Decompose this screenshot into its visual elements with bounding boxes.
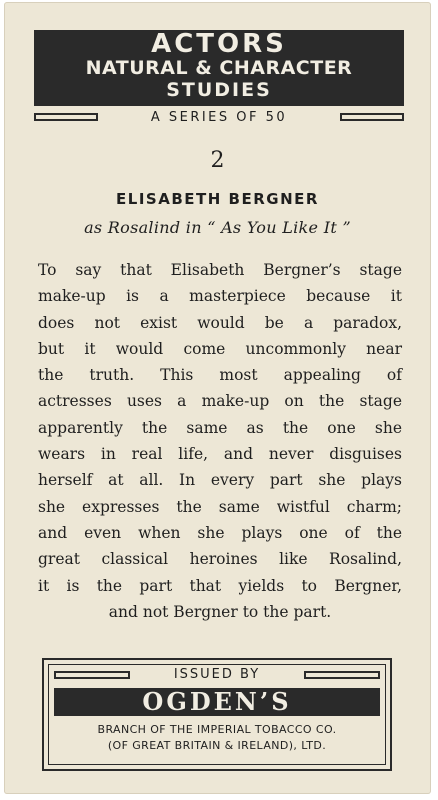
series-subtitle-row: [34, 110, 404, 128]
description-line: great classical heroines like Rosalind,: [38, 550, 402, 569]
description-line: does not exist would be a paradox,: [38, 313, 402, 332]
series-subtitle: A SERIES OF 50: [150, 110, 288, 125]
description-line: make-up is a masterpiece because it: [38, 287, 402, 306]
series-title-line-3: STUDIES: [166, 79, 272, 101]
branch-text: [44, 722, 390, 754]
actor-name: ELISABETH BERGNER: [116, 190, 319, 208]
decorative-bar-left: [34, 113, 98, 121]
description-line: she expresses the same wistful charm;: [38, 497, 402, 516]
description-line: the truth. This most appealing of: [38, 366, 402, 385]
role-caption: as Rosalind in “ As You Like It ”: [84, 218, 351, 237]
description-line: wears in real life, and never disguises: [38, 445, 402, 464]
description-line: it is the part that yields to Bergner,: [38, 576, 402, 595]
footer-decorative-bar-left: [54, 671, 130, 679]
description-line: but it would come uncommonly near: [38, 339, 402, 358]
description-line: To say that Elisabeth Bergner’s stage: [38, 261, 402, 279]
branch-line-1: BRANCH OF THE IMPERIAL TOBACCO CO.: [97, 723, 337, 736]
series-title-line-2: NATURAL & CHARACTER: [85, 57, 353, 79]
series-title-line-1: ACTORS: [151, 29, 287, 59]
description-line: and not Bergner to the part.: [108, 602, 332, 621]
description-line: and even when she plays one of the: [38, 523, 402, 542]
cigarette-card: [4, 2, 431, 794]
description-line: actresses uses a make-up on the stage: [38, 392, 402, 411]
description-line: herself at all. In every part she plays: [38, 471, 402, 490]
footer-decorative-bar-right: [304, 671, 380, 679]
series-title-banner: [34, 30, 404, 106]
description-paragraph: [38, 257, 402, 625]
issuer-panel: [42, 658, 392, 771]
brand-name: OGDEN’S: [54, 688, 380, 716]
card-number: 2: [210, 148, 225, 173]
issued-by-label: ISSUED BY: [173, 667, 261, 682]
decorative-bar-right: [340, 113, 404, 121]
description-line: apparently the same as the one she: [38, 418, 402, 437]
issued-by-row: [54, 666, 380, 684]
branch-line-2: (OF GREAT BRITAIN & IRELAND), LTD.: [107, 739, 327, 752]
